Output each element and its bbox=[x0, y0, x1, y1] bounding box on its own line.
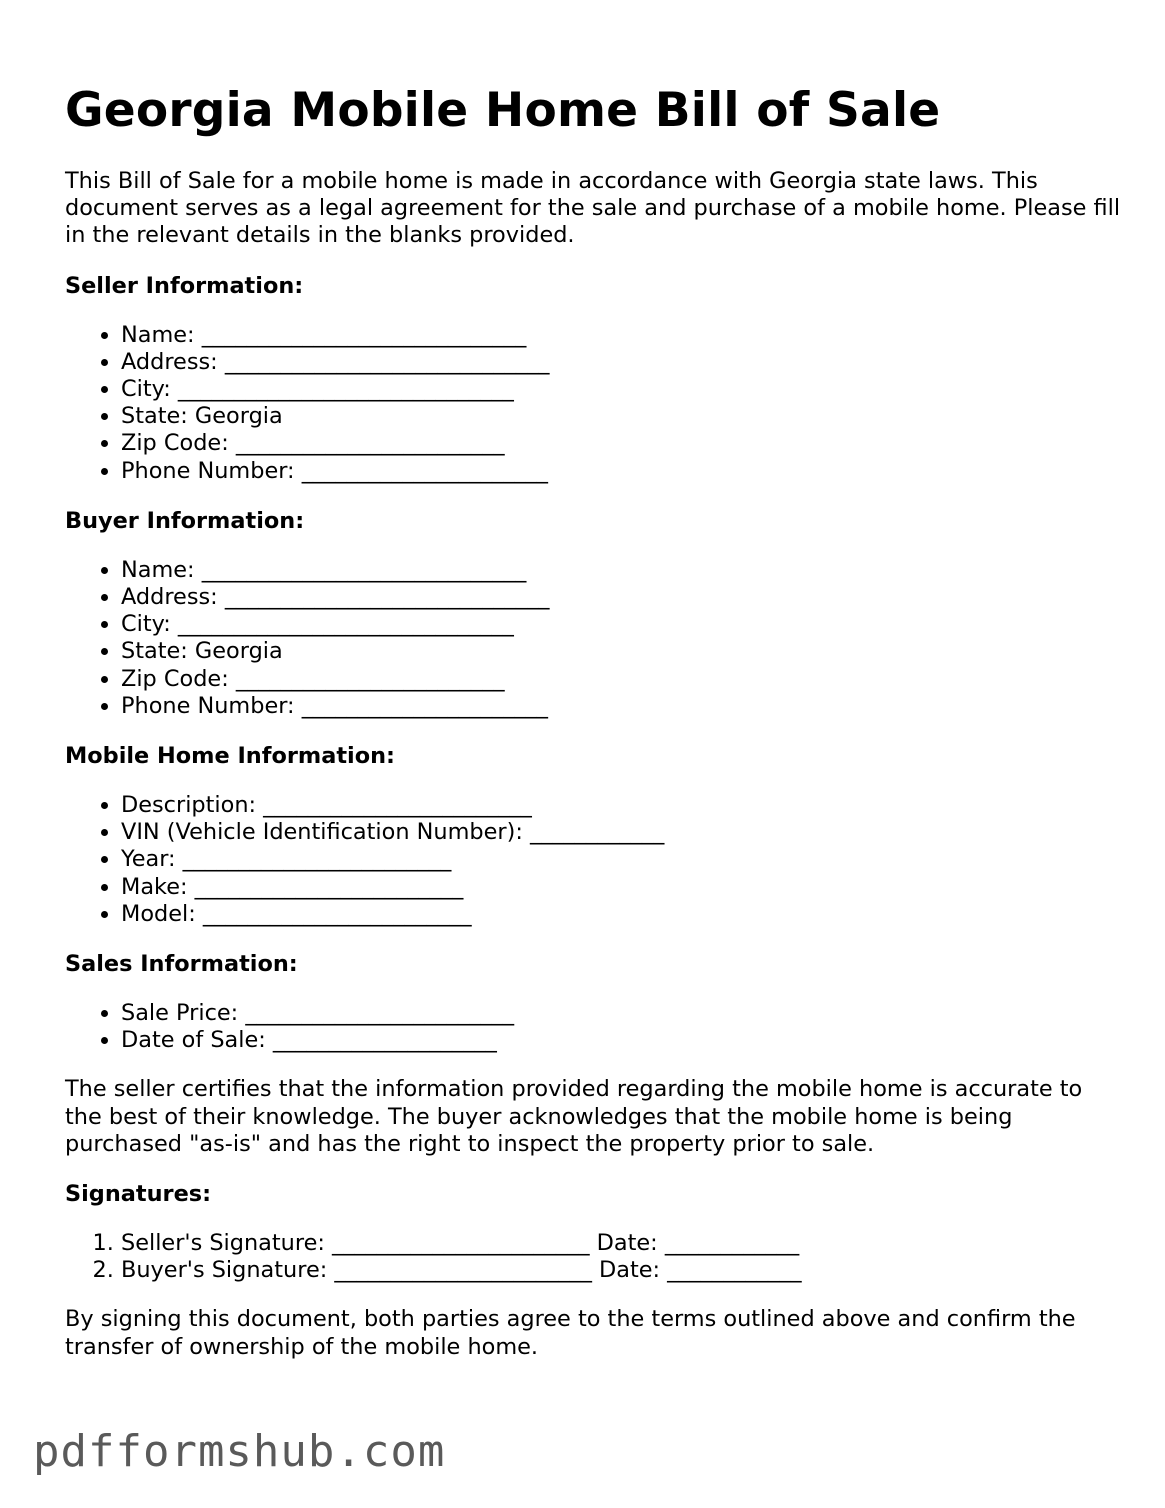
site-watermark: pdfformshub.com bbox=[33, 1426, 446, 1477]
buyer-state-field: • State: Georgia bbox=[121, 638, 1125, 665]
buyer-city-field: • City: ______________________________ bbox=[121, 611, 1125, 638]
certification-paragraph: The seller certifies that the information provided regarding the mobile home is accurate to the best of their knowledge. The buyer acknowledges that the mobile home is being purchased "as-is" and has the right to inspect the property prior to sale. bbox=[65, 1076, 1083, 1157]
document-page bbox=[65, 82, 1125, 1361]
buyer-signature-line: 2. Buyer's Signature: _______________________ Date: ____________ bbox=[121, 1257, 1125, 1284]
sales-heading: Sales Information: bbox=[65, 951, 298, 978]
signatures-heading: Signatures: bbox=[65, 1181, 212, 1208]
buyer-address-field: • Address: _____________________________ bbox=[121, 584, 1125, 611]
closing-paragraph: By signing this document, both parties agree to the terms outlined above and confirm the transfer of ownership of the mobile home. bbox=[65, 1306, 1076, 1360]
home-vin-field: • VIN (Vehicle Identification Number): ____________ bbox=[121, 819, 1125, 846]
seller-city-field: • City: ______________________________ bbox=[121, 376, 1125, 403]
signature-list bbox=[65, 1230, 1125, 1284]
sale-price-field: • Sale Price: ________________________ bbox=[121, 1000, 1125, 1027]
buyer-name-field: • Name: _____________________________ bbox=[121, 557, 1125, 584]
seller-zip-field: • Zip Code: ________________________ bbox=[121, 430, 1125, 457]
home-make-field: • Make: ________________________ bbox=[121, 874, 1125, 901]
mobile-home-field-list bbox=[65, 792, 1125, 928]
seller-signature-line: 1. Seller's Signature: _______________________ Date: ____________ bbox=[121, 1230, 1125, 1257]
intro-paragraph: This Bill of Sale for a mobile home is made in accordance with Georgia state laws. This document serves as a legal agreement for the sale and purchase of a mobile home. Please fill in the relevant details in the blanks provided. bbox=[65, 168, 1121, 249]
buyer-phone-field: • Phone Number: ______________________ bbox=[121, 693, 1125, 720]
seller-heading: Seller Information: bbox=[65, 272, 304, 299]
sales-field-list bbox=[65, 1000, 1125, 1054]
seller-name-field: • Name: _____________________________ bbox=[121, 322, 1125, 349]
seller-phone-field: • Phone Number: ______________________ bbox=[121, 458, 1125, 485]
buyer-zip-field: • Zip Code: ________________________ bbox=[121, 666, 1125, 693]
home-year-field: • Year: ________________________ bbox=[121, 846, 1125, 873]
home-model-field: • Model: ________________________ bbox=[121, 901, 1125, 928]
buyer-field-list bbox=[65, 557, 1125, 720]
seller-field-list bbox=[65, 322, 1125, 485]
buyer-heading: Buyer Information: bbox=[65, 507, 305, 534]
seller-address-field: • Address: _____________________________ bbox=[121, 349, 1125, 376]
home-description-field: • Description: ________________________ bbox=[121, 792, 1125, 819]
document-title: Georgia Mobile Home Bill of Sale bbox=[65, 83, 941, 138]
sale-date-field: • Date of Sale: ____________________ bbox=[121, 1027, 1125, 1054]
seller-state-field: • State: Georgia bbox=[121, 403, 1125, 430]
mobile-home-heading: Mobile Home Information: bbox=[65, 743, 395, 770]
